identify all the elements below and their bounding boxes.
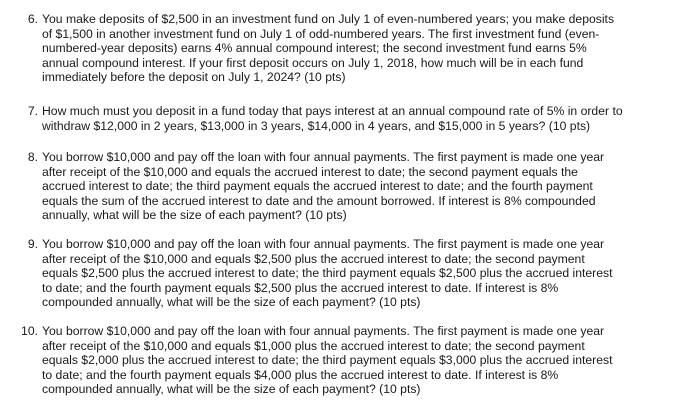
problem-line: after receipt of the $10,000 and equals $2,500 plus the accrued interest to date; the second payment bbox=[42, 251, 585, 266]
problem-line: equals $2,000 plus the accrued interest to date; the third payment equals $3,000 plus the accrued interest bbox=[42, 353, 613, 368]
problem-number: 9. bbox=[27, 237, 38, 251]
problem-line: after receipt of the $10,000 and equals the accrued interest to date; the second payment equals the bbox=[42, 164, 578, 179]
problem-number: 7. bbox=[27, 104, 38, 118]
problem-line: You borrow $10,000 and pay off the loan with four annual payments. The first payment is made one year bbox=[42, 237, 605, 251]
problem-line: numbered-year deposits) earns 4% annual compound interest; the second investment fund earns 5% bbox=[42, 41, 587, 56]
problem-text bbox=[42, 237, 692, 310]
problem-line: compounded annually, what will be the size of each payment? (10 pts) bbox=[42, 295, 421, 310]
problem-line: annually, what will be the size of each payment? (10 pts) bbox=[42, 208, 347, 223]
problem-line: compounded annually, what will be the size of each payment? (10 pts) bbox=[42, 382, 421, 397]
problem-line: immediately before the deposit on July 1, 2024? (10 pts) bbox=[42, 70, 346, 85]
problem-line: equals the sum of the accrued interest to date and the amount borrowed. If interest is 8% compounded bbox=[42, 193, 596, 208]
problem-line: withdraw $12,000 in 2 years, $13,000 in 3 years, $14,000 in 4 years, and $15,000 in 5 years? (10 pts) bbox=[42, 118, 591, 133]
problem-number: 10. bbox=[21, 324, 38, 338]
problem-text bbox=[42, 150, 692, 223]
problem-line: You borrow $10,000 and pay off the loan with four annual payments. The first payment is made one year bbox=[42, 324, 605, 338]
problem-line: You make deposits of $2,500 in an investment fund on July 1 of even-numbered years; you make deposits bbox=[42, 12, 615, 26]
problem-text bbox=[42, 12, 692, 85]
problem-line: How much must you deposit in a fund today that pays interest at an annual compound rate of 5% in order to bbox=[42, 104, 623, 118]
problem-number: 8. bbox=[27, 150, 38, 164]
problem-line: annual compound interest. If your first deposit occurs on July 1, 2018, how much will be in each fund bbox=[42, 55, 584, 70]
problem-line: You borrow $10,000 and pay off the loan with four annual payments. The first payment is made one year bbox=[42, 150, 605, 164]
problem-number: 6. bbox=[27, 12, 38, 26]
problem-line: equals $2,500 plus the accrued interest to date; the third payment equals $2,500 plus the accrued interest bbox=[42, 266, 613, 281]
problem-text bbox=[42, 324, 692, 397]
problem-line: to date; and the fourth payment equals $4,000 plus the accrued interest to date. If interest is 8% bbox=[42, 367, 559, 382]
problem-line: to date; and the fourth payment equals $2,500 plus the accrued interest to date. If interest is 8% bbox=[42, 280, 559, 295]
problem-line: accrued interest to date; the third payment equals the accrued interest to date; and the fourth payment bbox=[42, 179, 593, 194]
problem-line: after receipt of the $10,000 and equals $1,000 plus the accrued interest to date; the second payment bbox=[42, 338, 585, 353]
problem-text bbox=[42, 104, 692, 133]
problem-line: of $1,500 in another investment fund on July 1 of odd-numbered years. The first investment fund (even- bbox=[42, 26, 600, 41]
